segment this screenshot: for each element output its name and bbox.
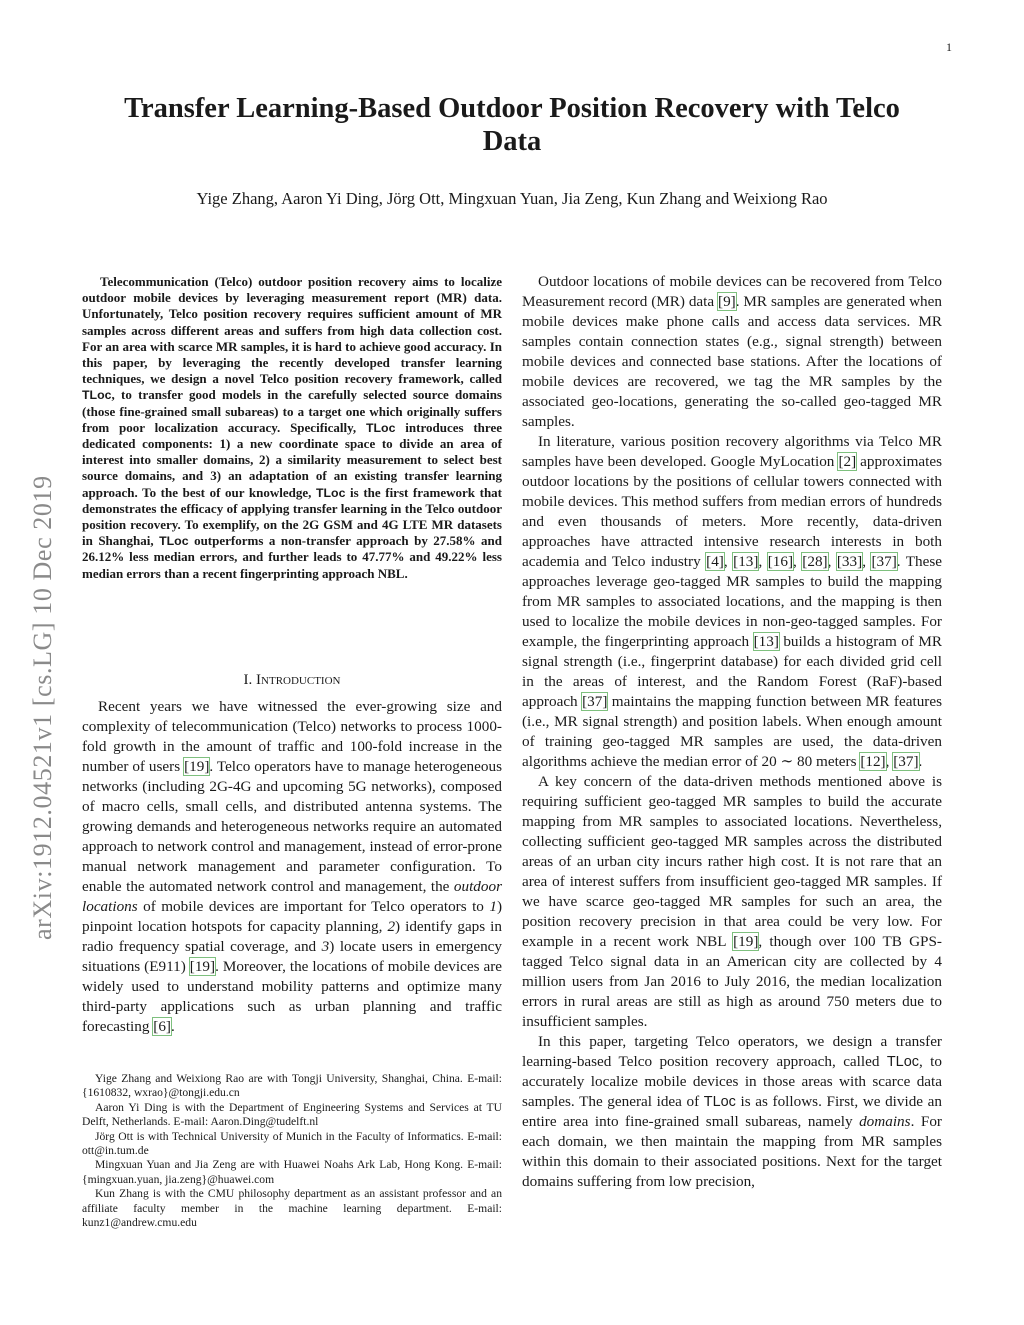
citation-19[interactable]: [19]	[189, 958, 216, 975]
body-paragraph: In literature, various position recovery algorithms via Telco MR samples have been developed. Google MyLocation [2] approximates outdoor locations by the positions of cellular towers connected with mobile devices. This method suffers from median errors of hundreds and even thousands of meters. More recently, data-driven approaches have attracted intensive research interests in both academia and Telco industry [4], [13], [16], [28], [33], [37]. These approaches leverage geo-tagged MR samples to build the mapping from MR samples to associated locations, and the mapping is then used to localize the mobile devices in non-geo-tagged samples. For example, the fingerprinting approach [13] builds a histogram of MR signal strength (i.e., fingerprint database) for each divided grid cell in the areas of interest, and the Random Forest (RaF)-based approach [37] maintains the mapping function between MR features (i.e., MR signal strength) and position labels. When enough amount of training geo-tagged MR samples are used, the data-driven algorithms achieve the median error of 20 ∼ 80 meters [12], [37].	[522, 433, 943, 770]
citation-16[interactable]: [16]	[767, 553, 794, 570]
citation-9[interactable]: [9]	[718, 293, 736, 310]
author-footnotes	[82, 1072, 502, 1230]
intro-paragraph: Recent years we have witnessed the ever-growing size and complexity of telecommunication (Telco) networks to process 1000-fold growth in the amount of traffic and 100-fold increase in the number of users [19]. Telco operators have to manage heterogeneous networks (including 2G-4G and upcoming 5G networks), composed of macro cells, small cells, and distributed antenna systems. The growing demands and heterogeneous networks require an automated approach to network control and management, instead of error-prone manual network management and parameter configuration. To enable the automated network control and management, the outdoor locations of mobile devices are important for Telco operators to 1) pinpoint location hotspots for capacity planning, 2) identify gaps in radio frequency spatial coverage, and 3) locate users in emergency situations (E911) [19]. Moreover, the locations of mobile devices are widely used to understand mobility patterns and optimize many third-party applications such as urban planning and traffic forecasting [6].	[82, 698, 503, 1035]
abstract	[82, 274, 502, 582]
author-list: Yige Zhang, Aaron Yi Ding, Jörg Ott, Mingxuan Yuan, Jia Zeng, Kun Zhang and Weixiong Rao	[196, 189, 828, 208]
section-heading-introduction: I. Introduction	[243, 672, 341, 688]
citation-19[interactable]: [19]	[733, 933, 759, 950]
citation-37[interactable]: [37]	[893, 753, 919, 770]
footnote: Kun Zhang is with the CMU philosophy department as an assistant professor and an affiliate faculty member in the machine learning department. E-mail: kunz1@andrew.cmu.edu	[82, 1187, 502, 1230]
citation-13[interactable]: [13]	[733, 553, 759, 570]
citation-2[interactable]: [2]	[838, 453, 857, 470]
footnote: Jörg Ott is with Technical University of Munich in the Faculty of Informatics. E-mail: ott@in.tum.de	[82, 1129, 502, 1158]
citation-37[interactable]: [37]	[582, 693, 608, 710]
right-column-body	[522, 272, 942, 1192]
tloc-name: TLoc	[159, 534, 189, 549]
citation-28[interactable]: [28]	[802, 553, 828, 570]
citation-4[interactable]: [4]	[706, 553, 724, 570]
footnote: Mingxuan Yuan and Jia Zeng are with Huawei Noahs Ark Lab, Hong Kong. E-mail: {mingxuan.yuan, jia.zeng}@huawei.com	[82, 1158, 502, 1186]
introduction-body	[82, 697, 502, 1037]
tloc-name: TLoc	[82, 388, 112, 403]
citation-37[interactable]: [37]	[871, 553, 897, 570]
arxiv-identifier[interactable]: arXiv:1912.04521v1 [cs.LG] 10 Dec 2019	[28, 475, 57, 940]
body-paragraph: A key concern of the data-driven methods mentioned above is requiring sufficient geo-tagged MR samples to build the accurate mapping from MR samples to associated locations. Nevertheless, collecting sufficient geo-tagged MR samples across the distributed areas of an urban city incurs rather high cost. It is not rare that an area of interest suffers from insufficient geo-tagged MR samples. If we have scarce geo-tagged MR samples for such an area, the position recovery precision in that area could be very low. For example in a recent work NBL [19], though over 100 TB GPS-tagged Telco signal data in an American city are collected by 4 million users from Jan 2016 to July 2016, the median localization errors in rural areas are still as high as around 750 meters due to insufficient samples.	[522, 773, 942, 1030]
tloc-name: TLoc	[365, 420, 396, 435]
citation-6[interactable]: [6]	[153, 1018, 171, 1035]
citation-19[interactable]: [19]	[184, 758, 210, 775]
footnote: Aaron Yi Ding is with the Department of Engineering Systems and Services at TU Delft, Netherlands. E-mail: Aaron.Ding@tudelft.nl	[82, 1100, 502, 1129]
citation-12[interactable]: [12]	[860, 753, 886, 770]
tloc-name: TLoc	[315, 485, 346, 500]
tloc-name: TLoc	[703, 1094, 736, 1110]
citation-33[interactable]: [33]	[836, 553, 863, 570]
footnote: Yige Zhang and Weixiong Rao are with Tongji University, Shanghai, China. E-mail: {1610832, wxrao}@tongji.edu.cn	[82, 1072, 502, 1100]
body-paragraph: Outdoor locations of mobile devices can be recovered from Telco Measurement record (MR) data [9]. MR samples are generated when mobile devices make phone calls and access data services. MR samples contain connection states (e.g., signal strength) between mobile devices and connected base stations. After the locations of mobile devices are recovered, we tag the MR samples by the associated geo-locations, generating the so-called geo-tagged MR samples.	[522, 273, 942, 430]
paper-title: Transfer Learning-Based Outdoor Position Recovery with Telco Data	[124, 93, 900, 157]
abstract-paragraph: Telecommunication (Telco) outdoor position recovery aims to localize outdoor mobile devices by leveraging measurement report (MR) data. Unfortunately, Telco position recovery requires sufficient amount of MR samples across different areas and suffers from high data collection cost. For an area with scarce MR samples, it is hard to achieve good accuracy. In this paper, by leveraging the recently developed transfer learning techniques, we design a novel Telco position recovery framework, called TLoc, to transfer good models in the carefully selected source domains (those fine-grained small subareas) to a target one which originally suffers from poor localization accuracy. Specifically, TLoc introduces three dedicated components: 1) a new coordinate space to divide an area of interest into smaller domains, 2) a similarity measurement to select best source domains, and 3) an adaptation of an existing transfer learning approach. To the best of our knowledge, TLoc is the first framework that demonstrates the efficacy of applying transfer learning in the Telco outdoor position recovery. To exemplify, on the 2G GSM and 4G LTE MR datasets in Shanghai, TLoc outperforms a non-transfer approach by 27.58% and 26.12% less median errors, and further leads to 47.77% and 49.22% less median errors than a recent fingerprinting approach NBL.	[82, 274, 503, 581]
citation-13[interactable]: [13]	[753, 633, 779, 650]
body-paragraph: In this paper, targeting Telco operators, we design a transfer learning-based Telco position recovery approach, called TLoc, to accurately localize mobile devices in those areas with scarce data samples. The general idea of TLoc is as follows. First, we divide an entire area into fine-grained small subareas, namely domains. For each domain, we then maintain the mapping from MR samples within this domain to their associated positions. Next for the target domains suffering from low precision,	[522, 1033, 942, 1190]
page-number: 1	[946, 40, 952, 54]
tloc-name: TLoc	[886, 1054, 919, 1070]
